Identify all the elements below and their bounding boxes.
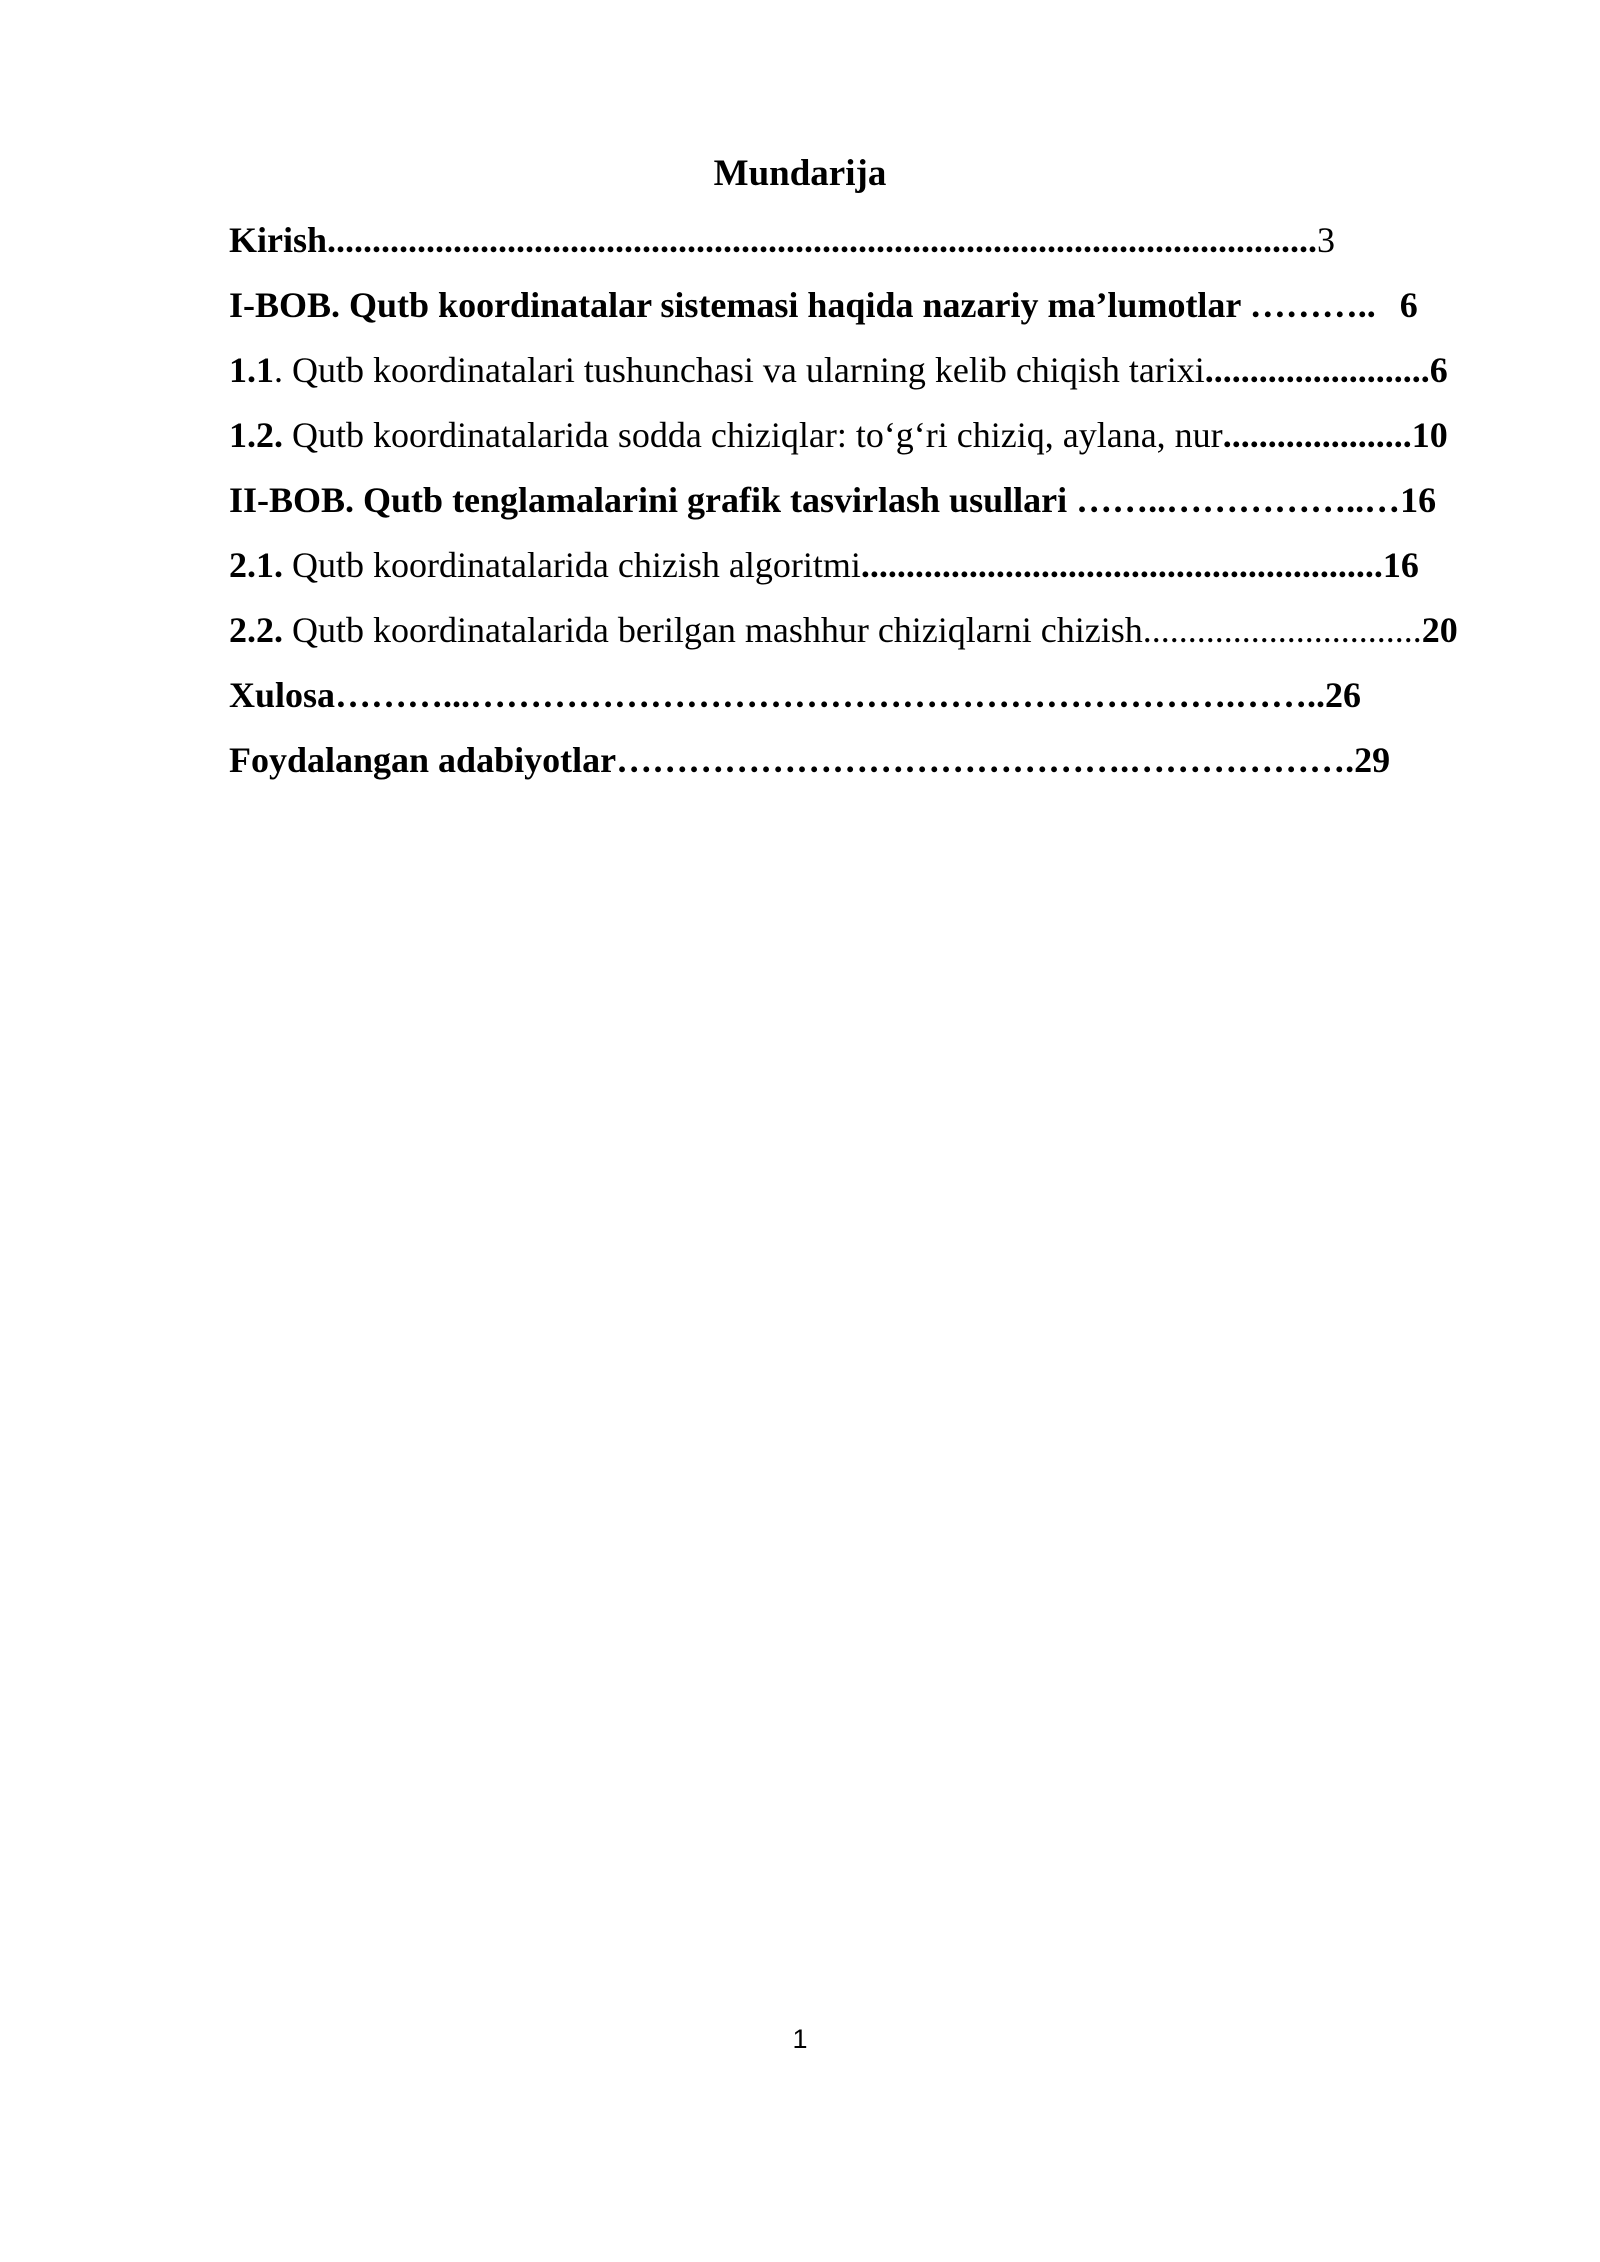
toc-entry-leader: .............................................................................................................. (327, 220, 1318, 260)
toc-entry-label: Xulosa (229, 675, 336, 715)
toc-entry-label: Kirish (229, 220, 328, 260)
toc-entry-label: Qutb koordinatalarida chizish algoritmi (283, 545, 861, 585)
toc-entry-number: 1.1 (229, 350, 274, 390)
toc-entry-leader: ......................... (1204, 350, 1430, 390)
toc-entry-section-1-1 (229, 348, 1529, 413)
toc-entry-number: 1.2. (229, 415, 283, 455)
toc-entry-leader: .......................................................... (860, 545, 1383, 585)
toc-entry-leader: ............................... (1142, 610, 1422, 650)
toc-entry-page: 16 (1400, 480, 1437, 520)
toc-entry-section-2-2 (229, 608, 1529, 673)
toc-entry-references (229, 738, 1529, 803)
toc-entry-page: 3 (1317, 220, 1336, 260)
toc-entry-page: 29 (1354, 740, 1391, 780)
toc-entry-xulosa (229, 673, 1529, 738)
page-title: Mundarija (713, 153, 887, 194)
toc-entry-page: 26 (1325, 675, 1362, 715)
toc-entry-leader: ……..……………..… (1067, 480, 1401, 520)
toc-entry-kirish (229, 218, 1529, 283)
toc-entry-label: II-BOB. Qutb tenglamalarini grafik tasvirlash usullari (229, 480, 1068, 520)
toc-entry-chapter-1 (229, 283, 1529, 348)
toc-entry-page: 16 (1382, 545, 1419, 585)
toc-entry-section-1-2 (229, 413, 1529, 478)
toc-entry-page: 6 (1399, 285, 1418, 325)
toc-entry-label: Foydalangan adabiyotlar (229, 740, 617, 780)
toc-entry-page: 10 (1411, 415, 1448, 455)
table-of-contents (229, 218, 1529, 803)
toc-entry-leader: ..................... (1222, 415, 1412, 455)
toc-entry-label: Qutb koordinatalarida berilgan mashhur chiziqlarni chizish (283, 610, 1143, 650)
toc-entry-section-2-1 (229, 543, 1529, 608)
toc-entry-leader: ……….. (1240, 285, 1376, 325)
toc-entry-number: 2.1. (229, 545, 283, 585)
toc-entry-leader: …………………………………….………………. (616, 740, 1355, 780)
toc-entry-label: . Qutb koordinatalari tushunchasi va ularning kelib chiqish tarixi (274, 350, 1205, 390)
toc-entry-page: 20 (1421, 610, 1458, 650)
toc-entry-number: 2.2. (229, 610, 283, 650)
toc-entry-label: Qutb koordinatalarida sodda chiziqlar: to‘g‘ri chiziq, aylana, nur (283, 415, 1223, 455)
toc-entry-leader: ………...……………………………………………………….…….. (335, 675, 1326, 715)
toc-entry-label: I-BOB. Qutb koordinatalar sistemasi haqida nazariy ma’lumotlar (229, 285, 1241, 325)
toc-entry-page: 6 (1429, 350, 1448, 390)
page-number: 1 (792, 2024, 808, 2054)
toc-entry-chapter-2 (229, 478, 1529, 543)
